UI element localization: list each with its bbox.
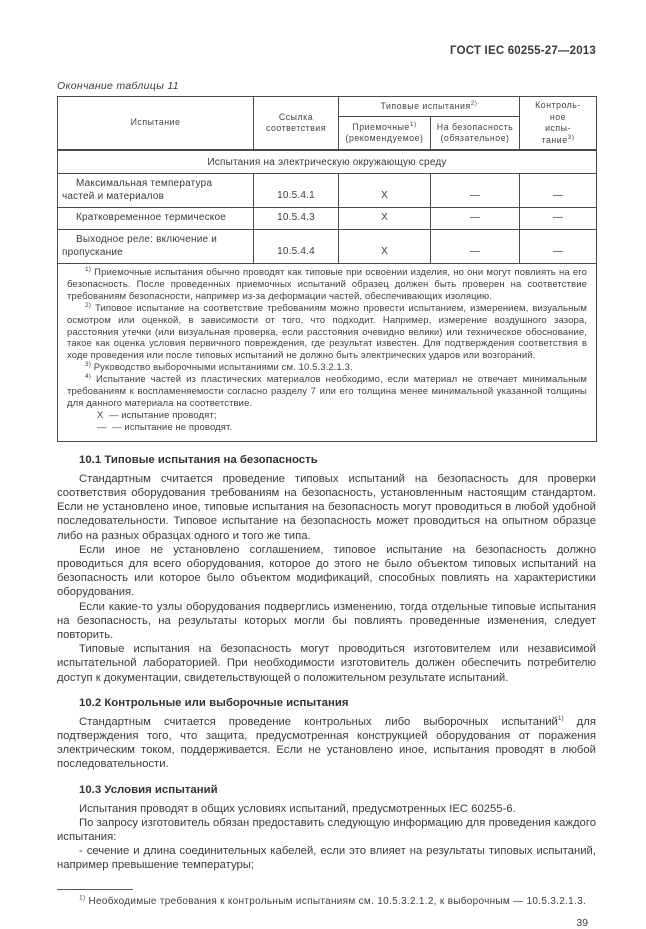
table-row — [58, 208, 597, 230]
cell-control-mark: — — [520, 230, 597, 264]
cell-control-mark: — — [520, 174, 597, 208]
page-footnote — [57, 895, 596, 908]
col-header-safety-note: (обязательное) — [440, 133, 510, 144]
paragraph: Если иное не установлено соглашением, типовое испытание на безопасность должно проводиться для всего оборудования, которое до этого не было объектом типовых испытаний на безопасность или которое было объектом модификаций, способных повлиять на характеристики оборудования. — [57, 543, 596, 599]
paragraph: - сечение и длина соединительных кабелей, если это влияет на результаты типовых испытаний, например превышение температуры; — [57, 845, 596, 872]
table-header — [58, 97, 597, 151]
col-header-test: Испытание — [58, 97, 254, 151]
footnote-marker-4: 4) — [85, 373, 91, 380]
cell-test-name: Кратковременное термическое — [58, 208, 254, 230]
paragraph — [57, 715, 596, 772]
footnote-marker-2: 2) — [85, 301, 91, 309]
doc-code: ГОСТ IEC 60255-27—2013 — [450, 45, 596, 57]
cell-test-name: Максимальная температура частей и материалов — [58, 174, 254, 208]
col-header-control-line: Контроль- — [535, 100, 581, 110]
col-header-acceptance-label: Приемочные — [352, 121, 410, 132]
table-row — [58, 174, 597, 208]
table-section-row — [58, 150, 597, 174]
paragraph: Испытания проводят в общих условиях испытаний, предусмотренных IEC 60255-6. — [79, 802, 516, 815]
col-header-type-tests-label: Типовые испытания — [380, 100, 471, 111]
col-header-acceptance — [339, 117, 431, 150]
col-header-safety — [431, 117, 520, 150]
col-header-control-label: тание — [541, 134, 568, 145]
cell-safety-mark: — — [431, 230, 520, 264]
paragraph: По запросу изготовитель обязан предоставить следующую информацию для проведения каждого испытания: — [57, 816, 596, 843]
footnote-ref-3: 3) — [567, 133, 575, 141]
col-header-control-line: ное — [549, 111, 567, 122]
footnote-text: Типовое испытание на соответствие требованиям можно провести испытанием, измерением, визуальным осмотром или оценкой, в зависимости от того, что подходит. Например, измерение воздушного зазора, расстояния утечки (или визуальная проверка, если расстояния очевидно велики) или техническое обоснование, такое как оценка условия первичного повреждения, где результат известен. Для подтверждения соответствия в ходе проведения или после типовых испытаний не должно быть электрических ударов или возгораний. — [67, 302, 587, 362]
footnote-text: Испытание частей из пластических материалов необходимо, если материал не отвечает минимальным требованиям к воспламеняемости согласно разделу 7 или его толщина менее минимальной указанной толщины для данного материала на соответствие. — [67, 374, 587, 409]
col-header-control-test — [520, 97, 597, 151]
section-heading-10-2: 10.2 Контрольные или выборочные испытания — [79, 696, 349, 709]
table-11 — [57, 96, 597, 442]
paragraph: Стандартным считается проведение типовых испытаний на безопасность для проверки соответствия оборудования требованиям на безопасность, установленным настоящим стандартом. Если не установлено иное, типовые испытания на безопасность могут проводиться в любой удобной последовательности. Типовое испытание на безопасность может проводиться на опытном образце либо на разных образцах одного и того же типа. — [57, 472, 596, 542]
table-footnote-3 — [67, 362, 587, 374]
table-footnote-2 — [67, 303, 587, 363]
paragraph: Если какие-то узлы оборудования подверглись изменению, тогда отдельные типовые испытания на безопасность, на результаты которых могли бы повлиять проведенные изменения, следует повторить. — [57, 600, 596, 641]
footnote-marker-1: 1) — [79, 894, 86, 902]
page-number: 39 — [576, 916, 588, 929]
footnote-marker-3: 3) — [85, 361, 91, 369]
cell-test-name: Выходное реле: включение и пропускание — [58, 230, 254, 264]
col-header-reference: Ссылка соответствия — [254, 97, 339, 151]
cell-reference: 10.5.4.3 — [254, 208, 339, 230]
table-caption: Окончание таблицы 11 — [57, 80, 179, 92]
cell-reference: 10.5.4.4 — [254, 230, 339, 264]
table-footnotes — [58, 264, 597, 442]
paragraph: Типовые испытания на безопасность могут проводиться изготовителем или независимой испытательной лабораторией. При необходимости изготовитель должен обеспечить потребителю доступ к документации, свидетельствующей о положительном результате испытаний. — [57, 643, 596, 684]
cell-acceptance-mark: Х — [339, 174, 431, 208]
footnote-marker-1: 1) — [85, 265, 91, 273]
table-legend-test-performed: Х — испытание проводят; — [97, 409, 217, 421]
paragraph-text: для подтверждения того, что защита, предусмотренная конструкцией оборудования от поражения электрическим током, поддерживается. Если не установлено иное, испытания проводят в любой последовательности. — [57, 715, 596, 771]
cell-acceptance-mark: Х — [339, 230, 431, 264]
col-header-control-line: испы- — [545, 123, 571, 133]
col-header-acceptance-line — [341, 122, 428, 134]
footnote-ref-1: 1) — [557, 714, 564, 722]
table-section-title: Испытания на электрическую окружающую среду — [58, 150, 597, 174]
section-heading-10-3: 10.3 Условия испытаний — [79, 783, 218, 796]
col-header-safety-label: На безопасность — [436, 121, 514, 132]
col-header-control-line — [522, 135, 594, 147]
cell-acceptance-mark: Х — [339, 208, 431, 230]
table-footnotes-row — [58, 264, 597, 442]
col-header-type-tests — [339, 97, 520, 117]
footnote-ref-1: 1) — [409, 120, 417, 128]
table-row — [58, 230, 597, 264]
page-footnote-text: Необходимые требования к контрольным испытаниям см. 10.5.3.2.1.2, к выборочным — 10.5.3.2.1.3. — [88, 895, 587, 907]
section-heading-10-1: 10.1 Типовые испытания на безопасность — [79, 453, 318, 466]
table-legend-test-not-performed: — — испытание не проводят. — [97, 421, 233, 433]
table-footnote-1 — [67, 267, 587, 303]
cell-reference: 10.5.4.1 — [254, 174, 339, 208]
cell-safety-mark: — — [431, 174, 520, 208]
footnote-text: Приемочные испытания обычно проводят как типовые при освоении изделия, но они могут повлиять на его безопасность. После проведенных приемочных испытаний образец должен быть проверен на соответствие требованиям безопасности, например из-за деформации частей, обеспечивающих изоляцию. — [67, 267, 587, 302]
footnote-separator — [57, 889, 133, 890]
table-header-row-1 — [58, 97, 597, 117]
paragraph-text: Стандартным считается проведение контрольных либо выборочных испытаний — [79, 715, 558, 728]
cell-safety-mark: — — [431, 208, 520, 230]
col-header-acceptance-note: (рекомендуемое) — [345, 133, 424, 144]
table-body — [58, 150, 597, 441]
footnote-ref-2: 2) — [470, 99, 478, 107]
table-footnote-4 — [67, 374, 587, 410]
footnote-text: Руководство выборочными испытаниями см. 10.5.3.2.1.3. — [93, 362, 353, 374]
cell-control-mark: — — [520, 208, 597, 230]
